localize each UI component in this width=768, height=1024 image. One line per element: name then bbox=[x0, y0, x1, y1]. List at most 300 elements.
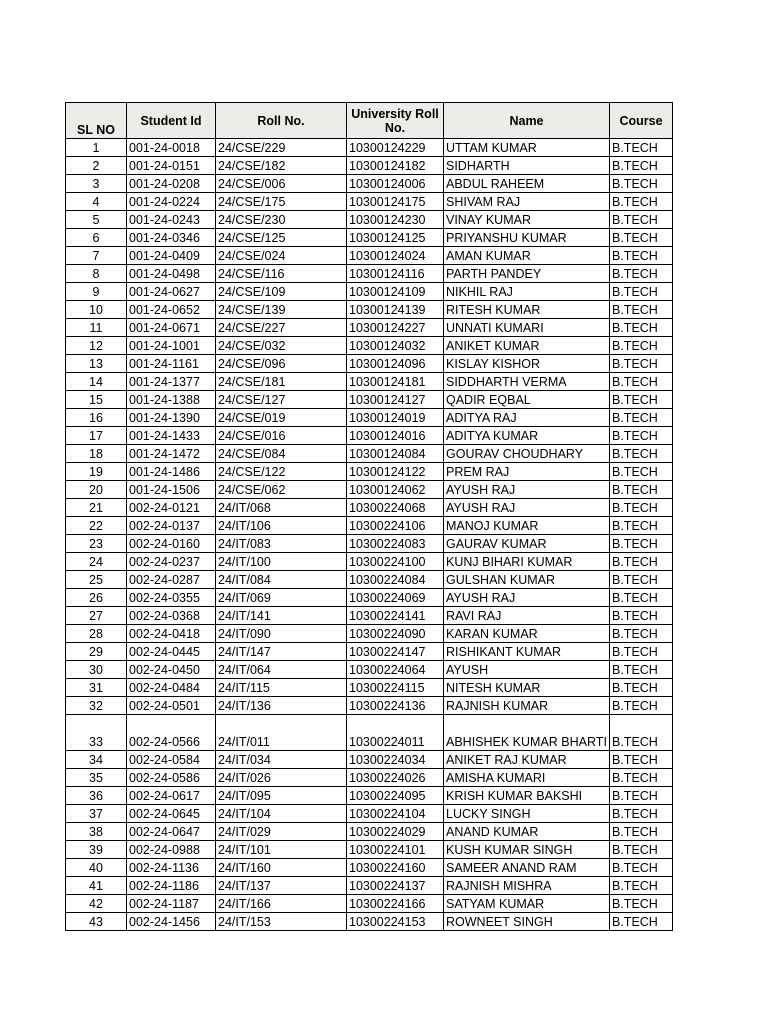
cell-student-id: 001-24-1506 bbox=[127, 481, 216, 499]
cell-course: B.TECH bbox=[610, 157, 673, 175]
cell-roll-no: 24/IT/029 bbox=[216, 823, 347, 841]
cell-roll-no: 24/IT/068 bbox=[216, 499, 347, 517]
cell-course: B.TECH bbox=[610, 553, 673, 571]
cell-roll-no: 24/CSE/019 bbox=[216, 409, 347, 427]
cell-course: B.TECH bbox=[610, 463, 673, 481]
cell-course: B.TECH bbox=[610, 211, 673, 229]
cell-sl-no: 25 bbox=[66, 571, 127, 589]
cell-name: PREM RAJ bbox=[444, 463, 610, 481]
cell-name: RISHIKANT KUMAR bbox=[444, 643, 610, 661]
cell-name: PRIYANSHU KUMAR bbox=[444, 229, 610, 247]
cell-name: KRISH KUMAR BAKSHI bbox=[444, 787, 610, 805]
table-row bbox=[66, 193, 673, 211]
cell-university-roll-no: 10300224101 bbox=[347, 841, 444, 859]
student-list-table bbox=[65, 102, 673, 931]
table-row bbox=[66, 247, 673, 265]
cell-name: ANAND KUMAR bbox=[444, 823, 610, 841]
cell-university-roll-no: 10300124116 bbox=[347, 265, 444, 283]
cell-course: B.TECH bbox=[610, 895, 673, 913]
cell-sl-no: 18 bbox=[66, 445, 127, 463]
cell-name: ADITYA KUMAR bbox=[444, 427, 610, 445]
cell-sl-no: 42 bbox=[66, 895, 127, 913]
cell-roll-no: 24/CSE/229 bbox=[216, 139, 347, 157]
table-row bbox=[66, 661, 673, 679]
cell-student-id: 002-24-0584 bbox=[127, 751, 216, 769]
cell-roll-no: 24/IT/084 bbox=[216, 571, 347, 589]
cell-course: B.TECH bbox=[610, 319, 673, 337]
cell-course: B.TECH bbox=[610, 805, 673, 823]
table-row bbox=[66, 301, 673, 319]
table-row bbox=[66, 787, 673, 805]
cell-student-id: 002-24-0368 bbox=[127, 607, 216, 625]
cell-roll-no: 24/CSE/181 bbox=[216, 373, 347, 391]
cell-sl-no: 22 bbox=[66, 517, 127, 535]
cell-name: LUCKY SINGH bbox=[444, 805, 610, 823]
cell-course: B.TECH bbox=[610, 823, 673, 841]
cell-student-id: 001-24-1161 bbox=[127, 355, 216, 373]
cell-university-roll-no: 10300124006 bbox=[347, 175, 444, 193]
cell-sl-no: 7 bbox=[66, 247, 127, 265]
cell-sl-no: 29 bbox=[66, 643, 127, 661]
cell-student-id: 001-24-1472 bbox=[127, 445, 216, 463]
cell-sl-no: 24 bbox=[66, 553, 127, 571]
cell-course: B.TECH bbox=[610, 661, 673, 679]
cell-sl-no: 11 bbox=[66, 319, 127, 337]
cell-roll-no: 24/CSE/175 bbox=[216, 193, 347, 211]
table-row bbox=[66, 823, 673, 841]
table-row bbox=[66, 265, 673, 283]
cell-name: UTTAM KUMAR bbox=[444, 139, 610, 157]
cell-course: B.TECH bbox=[610, 787, 673, 805]
table-row bbox=[66, 643, 673, 661]
cell-roll-no: 24/IT/100 bbox=[216, 553, 347, 571]
table-row bbox=[66, 697, 673, 715]
cell-course: B.TECH bbox=[610, 481, 673, 499]
cell-student-id: 001-24-1377 bbox=[127, 373, 216, 391]
cell-name: KUNJ BIHARI KUMAR bbox=[444, 553, 610, 571]
cell-roll-no: 24/CSE/125 bbox=[216, 229, 347, 247]
cell-roll-no: 24/IT/153 bbox=[216, 913, 347, 931]
cell-university-roll-no: 10300124229 bbox=[347, 139, 444, 157]
cell-roll-no: 24/IT/101 bbox=[216, 841, 347, 859]
cell-name: ABDUL RAHEEM bbox=[444, 175, 610, 193]
cell-sl-no: 8 bbox=[66, 265, 127, 283]
cell-sl-no: 6 bbox=[66, 229, 127, 247]
cell-roll-no: 24/CSE/127 bbox=[216, 391, 347, 409]
cell-sl-no: 2 bbox=[66, 157, 127, 175]
cell-roll-no: 24/IT/106 bbox=[216, 517, 347, 535]
cell-name: SATYAM KUMAR bbox=[444, 895, 610, 913]
cell-student-id: 001-24-1390 bbox=[127, 409, 216, 427]
cell-name: SHIVAM RAJ bbox=[444, 193, 610, 211]
cell-name: KISLAY KISHOR bbox=[444, 355, 610, 373]
cell-roll-no: 24/IT/034 bbox=[216, 751, 347, 769]
table-row bbox=[66, 895, 673, 913]
table-row bbox=[66, 679, 673, 697]
cell-university-roll-no: 10300124227 bbox=[347, 319, 444, 337]
table-row bbox=[66, 211, 673, 229]
table-row bbox=[66, 607, 673, 625]
cell-sl-no: 30 bbox=[66, 661, 127, 679]
cell-sl-no: 35 bbox=[66, 769, 127, 787]
table-row bbox=[66, 139, 673, 157]
table-row bbox=[66, 283, 673, 301]
cell-course: B.TECH bbox=[610, 391, 673, 409]
cell-university-roll-no: 10300224147 bbox=[347, 643, 444, 661]
cell-sl-no: 1 bbox=[66, 139, 127, 157]
cell-course: B.TECH bbox=[610, 499, 673, 517]
cell-university-roll-no: 10300224115 bbox=[347, 679, 444, 697]
table-row bbox=[66, 625, 673, 643]
cell-course: B.TECH bbox=[610, 679, 673, 697]
cell-roll-no: 24/CSE/122 bbox=[216, 463, 347, 481]
cell-student-id: 001-24-0498 bbox=[127, 265, 216, 283]
header-student-id: Student Id bbox=[127, 103, 216, 139]
cell-student-id: 001-24-1433 bbox=[127, 427, 216, 445]
table-row bbox=[66, 337, 673, 355]
cell-name: RITESH KUMAR bbox=[444, 301, 610, 319]
cell-name: VINAY KUMAR bbox=[444, 211, 610, 229]
cell-university-roll-no: 10300224069 bbox=[347, 589, 444, 607]
cell-sl-no: 13 bbox=[66, 355, 127, 373]
cell-name: ANIKET RAJ KUMAR bbox=[444, 751, 610, 769]
cell-course: B.TECH bbox=[610, 229, 673, 247]
cell-student-id: 002-24-0484 bbox=[127, 679, 216, 697]
cell-university-roll-no: 10300224095 bbox=[347, 787, 444, 805]
cell-university-roll-no: 10300124024 bbox=[347, 247, 444, 265]
cell-name: KARAN KUMAR bbox=[444, 625, 610, 643]
cell-sl-no: 17 bbox=[66, 427, 127, 445]
cell-name: QADIR EQBAL bbox=[444, 391, 610, 409]
cell-student-id: 002-24-0647 bbox=[127, 823, 216, 841]
cell-roll-no: 24/IT/166 bbox=[216, 895, 347, 913]
cell-university-roll-no: 10300224137 bbox=[347, 877, 444, 895]
table-row bbox=[66, 859, 673, 877]
table-row bbox=[66, 751, 673, 769]
cell-sl-no: 12 bbox=[66, 337, 127, 355]
cell-university-roll-no: 10300224068 bbox=[347, 499, 444, 517]
table-row bbox=[66, 229, 673, 247]
cell-university-roll-no: 10300224160 bbox=[347, 859, 444, 877]
cell-course: B.TECH bbox=[610, 643, 673, 661]
cell-sl-no: 41 bbox=[66, 877, 127, 895]
cell-roll-no: 24/IT/136 bbox=[216, 697, 347, 715]
cell-course: B.TECH bbox=[610, 607, 673, 625]
cell-course: B.TECH bbox=[610, 139, 673, 157]
cell-student-id: 001-24-0652 bbox=[127, 301, 216, 319]
cell-university-roll-no: 10300124062 bbox=[347, 481, 444, 499]
cell-roll-no: 24/CSE/062 bbox=[216, 481, 347, 499]
cell-student-id: 002-24-0445 bbox=[127, 643, 216, 661]
table-row bbox=[66, 517, 673, 535]
cell-university-roll-no: 10300124127 bbox=[347, 391, 444, 409]
header-row bbox=[66, 103, 673, 139]
table-row bbox=[66, 445, 673, 463]
cell-sl-no: 37 bbox=[66, 805, 127, 823]
cell-course: B.TECH bbox=[610, 877, 673, 895]
cell-university-roll-no: 10300124109 bbox=[347, 283, 444, 301]
cell-university-roll-no: 10300124084 bbox=[347, 445, 444, 463]
cell-roll-no: 24/IT/137 bbox=[216, 877, 347, 895]
cell-sl-no: 19 bbox=[66, 463, 127, 481]
cell-roll-no: 24/CSE/016 bbox=[216, 427, 347, 445]
cell-course: B.TECH bbox=[610, 859, 673, 877]
cell-roll-no: 24/IT/069 bbox=[216, 589, 347, 607]
cell-sl-no: 3 bbox=[66, 175, 127, 193]
cell-student-id: 001-24-0627 bbox=[127, 283, 216, 301]
table-row bbox=[66, 427, 673, 445]
cell-name: RAJNISH MISHRA bbox=[444, 877, 610, 895]
cell-sl-no: 15 bbox=[66, 391, 127, 409]
cell-student-id: 002-24-1186 bbox=[127, 877, 216, 895]
cell-roll-no: 24/CSE/182 bbox=[216, 157, 347, 175]
cell-sl-no: 27 bbox=[66, 607, 127, 625]
cell-student-id: 001-24-0346 bbox=[127, 229, 216, 247]
table-row bbox=[66, 355, 673, 373]
cell-sl-no: 14 bbox=[66, 373, 127, 391]
cell-university-roll-no: 10300124230 bbox=[347, 211, 444, 229]
cell-student-id: 001-24-0243 bbox=[127, 211, 216, 229]
cell-roll-no: 24/CSE/227 bbox=[216, 319, 347, 337]
cell-name: RAJNISH KUMAR bbox=[444, 697, 610, 715]
cell-student-id: 002-24-0645 bbox=[127, 805, 216, 823]
cell-sl-no: 4 bbox=[66, 193, 127, 211]
table-row bbox=[66, 391, 673, 409]
cell-name: SIDDHARTH VERMA bbox=[444, 373, 610, 391]
cell-roll-no: 24/CSE/024 bbox=[216, 247, 347, 265]
table-row bbox=[66, 157, 673, 175]
cell-student-id: 001-24-0208 bbox=[127, 175, 216, 193]
cell-name: ANIKET KUMAR bbox=[444, 337, 610, 355]
cell-course: B.TECH bbox=[610, 193, 673, 211]
cell-sl-no: 26 bbox=[66, 589, 127, 607]
cell-course: B.TECH bbox=[610, 697, 673, 715]
cell-sl-no: 31 bbox=[66, 679, 127, 697]
cell-sl-no: 28 bbox=[66, 625, 127, 643]
table-row bbox=[66, 841, 673, 859]
cell-roll-no: 24/CSE/032 bbox=[216, 337, 347, 355]
cell-course: B.TECH bbox=[610, 265, 673, 283]
table-row bbox=[66, 175, 673, 193]
cell-university-roll-no: 10300124181 bbox=[347, 373, 444, 391]
cell-student-id: 001-24-0151 bbox=[127, 157, 216, 175]
cell-university-roll-no: 10300224153 bbox=[347, 913, 444, 931]
cell-student-id: 002-24-0137 bbox=[127, 517, 216, 535]
cell-university-roll-no: 10300224090 bbox=[347, 625, 444, 643]
cell-roll-no: 24/IT/104 bbox=[216, 805, 347, 823]
cell-university-roll-no: 10300224106 bbox=[347, 517, 444, 535]
cell-university-roll-no: 10300224084 bbox=[347, 571, 444, 589]
cell-student-id: 001-24-0671 bbox=[127, 319, 216, 337]
table-row bbox=[66, 715, 673, 751]
cell-university-roll-no: 10300124125 bbox=[347, 229, 444, 247]
cell-name: GAURAV KUMAR bbox=[444, 535, 610, 553]
cell-university-roll-no: 10300224083 bbox=[347, 535, 444, 553]
cell-roll-no: 24/IT/083 bbox=[216, 535, 347, 553]
cell-sl-no: 23 bbox=[66, 535, 127, 553]
cell-name: GULSHAN KUMAR bbox=[444, 571, 610, 589]
cell-university-roll-no: 10300124182 bbox=[347, 157, 444, 175]
table-row bbox=[66, 589, 673, 607]
cell-student-id: 001-24-0018 bbox=[127, 139, 216, 157]
cell-sl-no: 21 bbox=[66, 499, 127, 517]
cell-name: ADITYA RAJ bbox=[444, 409, 610, 427]
cell-university-roll-no: 10300224011 bbox=[347, 715, 444, 751]
cell-roll-no: 24/CSE/084 bbox=[216, 445, 347, 463]
cell-course: B.TECH bbox=[610, 517, 673, 535]
cell-university-roll-no: 10300124096 bbox=[347, 355, 444, 373]
cell-roll-no: 24/CSE/116 bbox=[216, 265, 347, 283]
cell-name: AMISHA KUMARI bbox=[444, 769, 610, 787]
cell-student-id: 001-24-1388 bbox=[127, 391, 216, 409]
cell-university-roll-no: 10300124122 bbox=[347, 463, 444, 481]
header-roll-no: Roll No. bbox=[216, 103, 347, 139]
cell-name: UNNATI KUMARI bbox=[444, 319, 610, 337]
cell-course: B.TECH bbox=[610, 373, 673, 391]
cell-name: SIDHARTH bbox=[444, 157, 610, 175]
cell-name: PARTH PANDEY bbox=[444, 265, 610, 283]
header-university-roll-no: University Roll No. bbox=[347, 103, 444, 139]
header-name: Name bbox=[444, 103, 610, 139]
cell-student-id: 001-24-0409 bbox=[127, 247, 216, 265]
cell-name: NITESH KUMAR bbox=[444, 679, 610, 697]
cell-student-id: 002-24-0355 bbox=[127, 589, 216, 607]
cell-roll-no: 24/CSE/109 bbox=[216, 283, 347, 301]
cell-name: AYUSH RAJ bbox=[444, 499, 610, 517]
cell-course: B.TECH bbox=[610, 247, 673, 265]
table-row bbox=[66, 535, 673, 553]
cell-university-roll-no: 10300124019 bbox=[347, 409, 444, 427]
cell-student-id: 002-24-0988 bbox=[127, 841, 216, 859]
cell-university-roll-no: 10300224064 bbox=[347, 661, 444, 679]
cell-roll-no: 24/CSE/230 bbox=[216, 211, 347, 229]
cell-name: AYUSH RAJ bbox=[444, 589, 610, 607]
cell-name: AYUSH bbox=[444, 661, 610, 679]
table-row bbox=[66, 481, 673, 499]
cell-university-roll-no: 10300224166 bbox=[347, 895, 444, 913]
cell-sl-no: 36 bbox=[66, 787, 127, 805]
cell-course: B.TECH bbox=[610, 283, 673, 301]
cell-course: B.TECH bbox=[610, 841, 673, 859]
cell-university-roll-no: 10300224026 bbox=[347, 769, 444, 787]
cell-name: KUSH KUMAR SINGH bbox=[444, 841, 610, 859]
cell-name: GOURAV CHOUDHARY bbox=[444, 445, 610, 463]
cell-course: B.TECH bbox=[610, 427, 673, 445]
cell-course: B.TECH bbox=[610, 913, 673, 931]
cell-name: MANOJ KUMAR bbox=[444, 517, 610, 535]
table-row bbox=[66, 499, 673, 517]
cell-roll-no: 24/IT/011 bbox=[216, 715, 347, 751]
cell-course: B.TECH bbox=[610, 751, 673, 769]
cell-sl-no: 43 bbox=[66, 913, 127, 931]
cell-university-roll-no: 10300224100 bbox=[347, 553, 444, 571]
cell-course: B.TECH bbox=[610, 715, 673, 751]
table-row bbox=[66, 319, 673, 337]
table-row bbox=[66, 913, 673, 931]
cell-roll-no: 24/CSE/096 bbox=[216, 355, 347, 373]
cell-sl-no: 34 bbox=[66, 751, 127, 769]
cell-university-roll-no: 10300124016 bbox=[347, 427, 444, 445]
cell-sl-no: 39 bbox=[66, 841, 127, 859]
cell-student-id: 002-24-0121 bbox=[127, 499, 216, 517]
cell-roll-no: 24/IT/160 bbox=[216, 859, 347, 877]
cell-roll-no: 24/IT/115 bbox=[216, 679, 347, 697]
cell-name: AYUSH RAJ bbox=[444, 481, 610, 499]
cell-university-roll-no: 10300124139 bbox=[347, 301, 444, 319]
cell-course: B.TECH bbox=[610, 445, 673, 463]
table-row bbox=[66, 769, 673, 787]
cell-roll-no: 24/IT/141 bbox=[216, 607, 347, 625]
cell-student-id: 001-24-0224 bbox=[127, 193, 216, 211]
cell-student-id: 002-24-0237 bbox=[127, 553, 216, 571]
cell-university-roll-no: 10300124032 bbox=[347, 337, 444, 355]
cell-course: B.TECH bbox=[610, 535, 673, 553]
cell-roll-no: 24/IT/064 bbox=[216, 661, 347, 679]
cell-university-roll-no: 10300224141 bbox=[347, 607, 444, 625]
table-row bbox=[66, 373, 673, 391]
cell-name: AMAN KUMAR bbox=[444, 247, 610, 265]
cell-name: SAMEER ANAND RAM bbox=[444, 859, 610, 877]
cell-course: B.TECH bbox=[610, 589, 673, 607]
cell-student-id: 002-24-1136 bbox=[127, 859, 216, 877]
cell-course: B.TECH bbox=[610, 175, 673, 193]
cell-university-roll-no: 10300124175 bbox=[347, 193, 444, 211]
cell-university-roll-no: 10300224136 bbox=[347, 697, 444, 715]
cell-sl-no: 16 bbox=[66, 409, 127, 427]
table-row bbox=[66, 571, 673, 589]
cell-name: RAVI RAJ bbox=[444, 607, 610, 625]
cell-university-roll-no: 10300224034 bbox=[347, 751, 444, 769]
cell-sl-no: 5 bbox=[66, 211, 127, 229]
cell-student-id: 001-24-1001 bbox=[127, 337, 216, 355]
cell-student-id: 002-24-1456 bbox=[127, 913, 216, 931]
cell-student-id: 002-24-0418 bbox=[127, 625, 216, 643]
cell-roll-no: 24/CSE/139 bbox=[216, 301, 347, 319]
cell-roll-no: 24/CSE/006 bbox=[216, 175, 347, 193]
cell-student-id: 002-24-0586 bbox=[127, 769, 216, 787]
cell-student-id: 002-24-0501 bbox=[127, 697, 216, 715]
cell-course: B.TECH bbox=[610, 355, 673, 373]
cell-roll-no: 24/IT/095 bbox=[216, 787, 347, 805]
cell-sl-no: 32 bbox=[66, 697, 127, 715]
cell-name: NIKHIL RAJ bbox=[444, 283, 610, 301]
table-row bbox=[66, 409, 673, 427]
cell-roll-no: 24/IT/090 bbox=[216, 625, 347, 643]
cell-student-id: 002-24-0617 bbox=[127, 787, 216, 805]
cell-course: B.TECH bbox=[610, 337, 673, 355]
cell-roll-no: 24/IT/147 bbox=[216, 643, 347, 661]
cell-sl-no: 33 bbox=[66, 715, 127, 751]
header-course: Course bbox=[610, 103, 673, 139]
cell-sl-no: 20 bbox=[66, 481, 127, 499]
cell-sl-no: 10 bbox=[66, 301, 127, 319]
cell-course: B.TECH bbox=[610, 409, 673, 427]
cell-sl-no: 38 bbox=[66, 823, 127, 841]
cell-sl-no: 9 bbox=[66, 283, 127, 301]
cell-student-id: 001-24-1486 bbox=[127, 463, 216, 481]
table-row bbox=[66, 463, 673, 481]
header-sl-no: SL NO bbox=[66, 103, 127, 139]
cell-sl-no: 40 bbox=[66, 859, 127, 877]
cell-student-id: 002-24-0566 bbox=[127, 715, 216, 751]
cell-course: B.TECH bbox=[610, 625, 673, 643]
cell-student-id: 002-24-0160 bbox=[127, 535, 216, 553]
cell-course: B.TECH bbox=[610, 571, 673, 589]
cell-course: B.TECH bbox=[610, 769, 673, 787]
cell-name: ABHISHEK KUMAR BHARTI bbox=[444, 715, 610, 751]
cell-student-id: 002-24-0287 bbox=[127, 571, 216, 589]
table-row bbox=[66, 553, 673, 571]
